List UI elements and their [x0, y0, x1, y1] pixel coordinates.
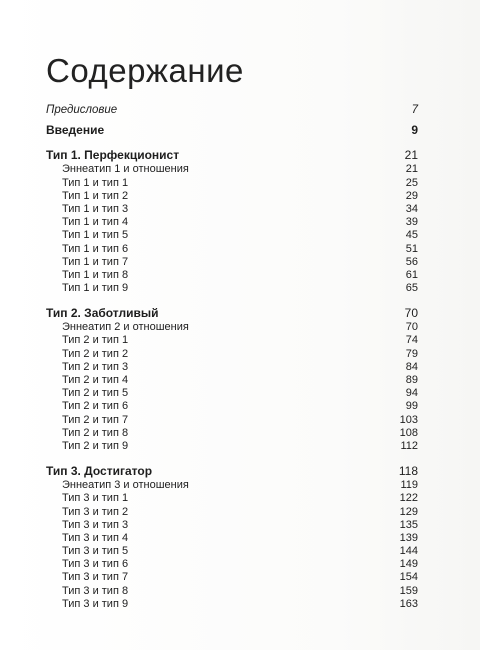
toc-entry-page: 103	[399, 413, 418, 426]
toc-entry-label: Тип 1 и тип 6	[62, 242, 129, 255]
toc-entry-label: Тип 2 и тип 9	[62, 439, 129, 452]
toc-entry[interactable]	[46, 269, 418, 282]
toc-entry[interactable]	[46, 598, 418, 611]
toc-entry-label: Тип 2 и тип 2	[62, 347, 129, 360]
toc-entry-label: Тип 2 и тип 3	[62, 360, 129, 373]
toc-entry[interactable]	[46, 387, 418, 400]
toc-entry-page: 163	[399, 597, 418, 610]
toc-entry-page: 51	[405, 242, 418, 255]
toc-entry-page: 25	[405, 176, 418, 189]
toc-entry-page: 65	[405, 282, 418, 295]
toc-entry-page: 45	[405, 229, 418, 242]
toc-entry[interactable]	[46, 361, 418, 374]
toc-entry-label: Тип 2 и тип 1	[62, 334, 129, 347]
toc-entry[interactable]	[46, 440, 418, 453]
toc-entry-label: Тип 1 и тип 4	[62, 216, 129, 229]
toc-entry-label: Тип 1 и тип 9	[62, 282, 129, 295]
toc-entry-page: 139	[399, 531, 418, 544]
toc-entry[interactable]	[46, 414, 418, 427]
toc-entry-page: 119	[400, 479, 418, 492]
toc-entry-label: Тип 1 и тип 5	[62, 229, 129, 242]
toc-chapter-page: 70	[404, 306, 418, 321]
toc-entry[interactable]	[46, 506, 418, 519]
toc-entry-page: 34	[405, 202, 418, 215]
toc-entry-label: Эннеатип 1 и отношения	[62, 163, 189, 176]
toc-entry-label: Тип 1 и тип 2	[62, 189, 129, 202]
toc-entry[interactable]	[46, 374, 418, 387]
toc-entry-label: Тип 3 и тип 5	[62, 545, 129, 558]
toc-entry[interactable]	[46, 571, 418, 584]
toc-entry-page: 56	[405, 255, 418, 268]
toc-entry-intro[interactable]	[46, 124, 418, 137]
toc-entry[interactable]	[46, 532, 418, 545]
toc-entry[interactable]	[46, 190, 418, 203]
toc-entry-label: Тип 2 и тип 6	[62, 400, 129, 413]
page-title: Содержание	[46, 52, 244, 89]
toc-entry-label: Тип 3 и тип 2	[62, 505, 129, 518]
toc-entry[interactable]	[46, 256, 418, 269]
toc-entry[interactable]	[46, 203, 418, 216]
toc-chapter-heading[interactable]	[46, 305, 418, 321]
toc-entry-page: 144	[399, 545, 418, 558]
toc-entry-label: Тип 1 и тип 3	[62, 202, 129, 215]
toc-entry-page: 94	[405, 387, 418, 400]
toc-entry-label: Тип 2 и тип 8	[62, 426, 129, 439]
toc-entry-page: 79	[405, 347, 418, 360]
toc-entry-label: Тип 1 и тип 8	[62, 268, 129, 281]
toc-entry[interactable]	[46, 558, 418, 571]
toc-entry-page: 9	[411, 123, 418, 138]
toc-entry-page: 39	[405, 216, 418, 229]
toc-entry-page: 149	[399, 558, 418, 571]
toc-entry-label: Тип 2 и тип 7	[62, 413, 129, 426]
toc-entry-page: 29	[405, 189, 418, 202]
toc-entry-page: 89	[405, 374, 418, 386]
toc-chapter-page: 118	[398, 464, 418, 479]
toc-entry-label: Тип 3 и тип 3	[62, 518, 129, 531]
toc-entry-label: Введение	[46, 123, 105, 138]
toc-entry-label: Предисловие	[46, 104, 118, 116]
toc-entry[interactable]	[46, 519, 418, 532]
toc-entry-label: Тип 2 и тип 4	[62, 374, 129, 386]
toc-entry[interactable]	[46, 229, 418, 242]
toc-entry-page: 129	[399, 505, 418, 518]
toc-entry[interactable]	[46, 479, 418, 492]
toc-entry-label: Тип 3 и тип 8	[62, 584, 129, 597]
toc-entry[interactable]	[46, 585, 418, 598]
toc-entry-page: 70	[405, 321, 418, 334]
toc-chapter-page: 21	[404, 148, 418, 163]
toc-entry[interactable]	[46, 177, 418, 190]
toc-chapter-label: Тип 2. Заботливый	[46, 306, 159, 321]
toc-entry-preface[interactable]	[46, 104, 418, 117]
toc-entry-label: Тип 3 и тип 7	[62, 571, 129, 584]
toc-entry-page: 108	[399, 426, 418, 439]
toc-entry-page: 84	[405, 360, 418, 373]
toc-entry[interactable]	[46, 545, 418, 558]
toc-entry-label: Эннеатип 2 и отношения	[62, 321, 189, 334]
toc-chapter-label: Тип 3. Достигатор	[46, 464, 153, 479]
toc-entry-label: Эннеатип 3 и отношения	[62, 479, 189, 492]
toc-entry[interactable]	[46, 427, 418, 440]
toc-entry-page: 122	[399, 492, 418, 505]
toc-chapter-heading[interactable]	[46, 463, 418, 479]
toc-entry[interactable]	[46, 492, 418, 505]
toc-entry-page: 74	[405, 334, 418, 347]
toc-entry-label: Тип 3 и тип 4	[62, 531, 129, 544]
toc-entry[interactable]	[46, 348, 418, 361]
toc-chapters	[46, 147, 418, 611]
toc-entry-page: 135	[399, 518, 418, 531]
toc-entry-label: Тип 3 и тип 6	[62, 558, 129, 571]
toc-entry[interactable]	[46, 400, 418, 413]
toc-entry-page: 99	[405, 400, 418, 413]
toc-entry-label: Тип 1 и тип 1	[62, 176, 129, 189]
toc-entry-label: Тип 1 и тип 7	[62, 255, 129, 268]
toc-entry-label: Тип 3 и тип 9	[62, 597, 129, 610]
toc-entry-page: 154	[399, 571, 418, 584]
toc-entry[interactable]	[46, 334, 418, 347]
toc-entry[interactable]	[46, 216, 418, 229]
toc-entry-label: Тип 3 и тип 1	[62, 492, 129, 505]
toc-entry-page: 7	[411, 104, 418, 116]
toc-entry-page: 61	[405, 268, 418, 281]
toc-entry-page: 159	[399, 584, 418, 597]
table-of-contents	[46, 104, 418, 611]
toc-entry[interactable]	[46, 243, 418, 256]
toc-entry[interactable]	[46, 163, 418, 176]
toc-entry-page: 112	[400, 439, 418, 452]
toc-entry-label: Тип 2 и тип 5	[62, 387, 129, 400]
toc-entry[interactable]	[46, 282, 418, 295]
toc-entry-page: 21	[405, 163, 418, 176]
toc-chapter-label: Тип 1. Перфекционист	[46, 148, 180, 163]
toc-entry[interactable]	[46, 321, 418, 334]
toc-chapter-heading[interactable]	[46, 147, 418, 163]
